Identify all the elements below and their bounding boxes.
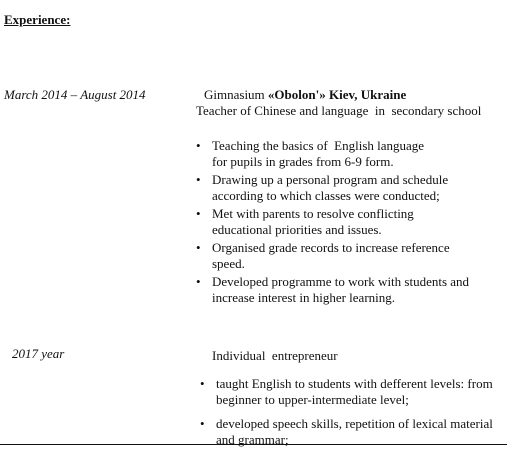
list-item <box>200 376 493 408</box>
list-item-line: Organised grade records to increase reference <box>212 240 450 255</box>
list-item-line: developed speech skills, repetition of lexical material <box>216 416 493 431</box>
job-2-details <box>212 348 338 364</box>
list-item-line: taught English to students with defferent levels: from <box>216 376 493 391</box>
list-item <box>196 138 469 170</box>
employer-name: Gimnasium <box>204 87 265 102</box>
list-item-line: Developed programme to work with students and <box>212 274 470 289</box>
employer-location: «Obolon'» Kiev, Ukraine <box>267 87 407 102</box>
list-item-line: Met with parents to resolve conflicting <box>212 206 414 221</box>
list-item-line: for pupils in grades from 6-9 form. <box>212 154 394 169</box>
job-2-date: 2017 year <box>12 346 65 361</box>
bullet-icon: • <box>196 274 201 289</box>
job-1-date: March 2014 – August 2014 <box>4 87 146 102</box>
bullet-icon: • <box>200 416 205 431</box>
job-1-position: Teacher of Chinese and language in secondary school <box>196 103 482 118</box>
job-1-details <box>204 87 406 103</box>
list-item-line: and grammar; <box>216 432 289 447</box>
list-item-line: beginner to upper-intermediate level; <box>216 392 409 407</box>
list-item <box>196 172 469 204</box>
list-item <box>196 206 469 238</box>
job-1-position-block <box>196 103 481 119</box>
list-item <box>196 240 469 272</box>
bullet-icon: • <box>200 376 205 391</box>
job-2-position: Individual entrepreneur <box>212 348 338 363</box>
list-item-line: according to which classes were conducted; <box>212 188 440 203</box>
job-2-duty-list <box>200 376 493 448</box>
section-heading: Experience: <box>4 12 71 27</box>
list-item-line: Drawing up a personal program and schedule <box>212 172 449 187</box>
list-item-line: educational priorities and issues. <box>212 222 382 237</box>
bullet-icon: • <box>196 240 201 255</box>
job-1-duty-list <box>196 138 469 306</box>
job-1-duties <box>196 138 469 308</box>
list-item-line: Teaching the basics of English language <box>212 138 425 153</box>
bullet-icon: • <box>196 172 201 187</box>
bullet-icon: • <box>196 138 201 153</box>
list-item-line: increase interest in higher learning. <box>212 290 396 305</box>
bottom-divider <box>0 444 507 445</box>
list-item-line: speed. <box>212 256 245 271</box>
bullet-icon: • <box>196 206 201 221</box>
job-1-employer <box>204 87 406 103</box>
list-item <box>196 274 469 306</box>
